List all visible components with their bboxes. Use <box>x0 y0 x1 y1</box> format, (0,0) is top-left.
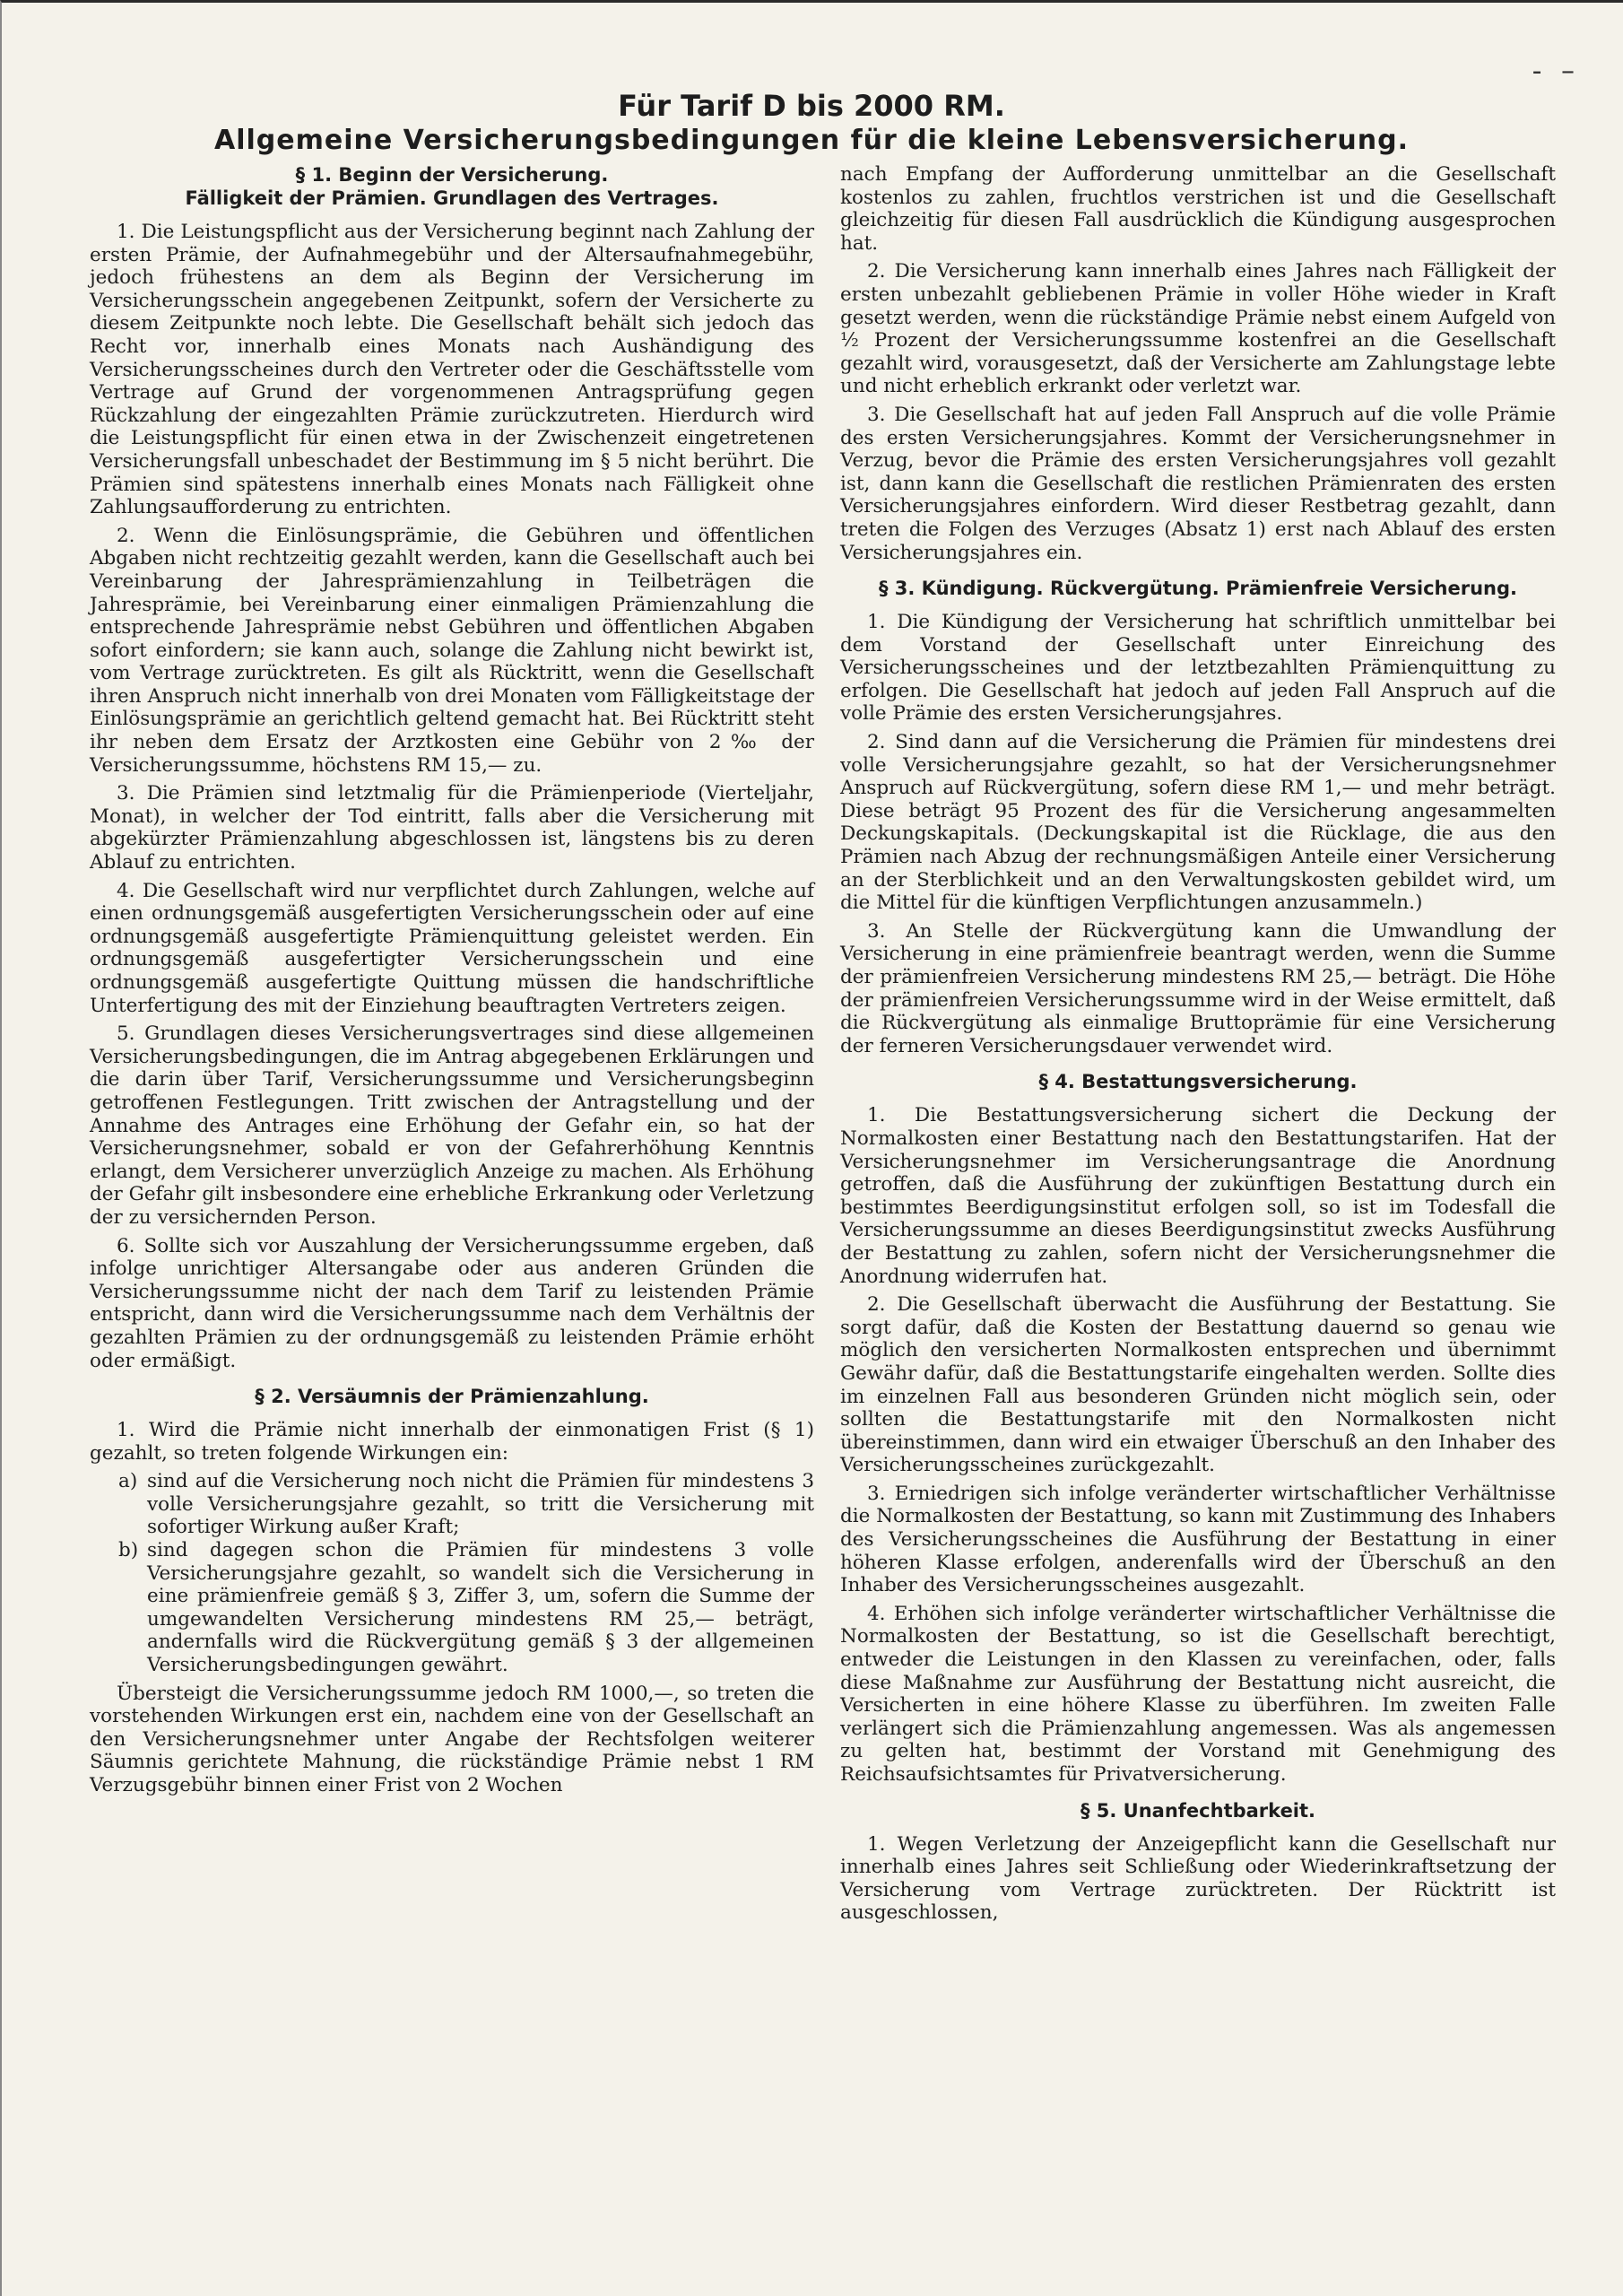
section-2-paragraph-2: Übersteigt die Versicherungssumme jedoch RM 1000,—, so treten die vorstehenden Wirkungen erst ein, nachdem eine von der Gesellschaft an den Versicherungsnehmer unter Angabe der Rechtsfolgen weiterer Säumnis gerichtete Mahnung, die rückständige Prämie nebst 1 RM Verzugsgebühr binnen einer Frist von 2 Wochen <box>90 1682 814 1796</box>
section-1-paragraph-6: 6. Sollte sich vor Auszahlung der Versicherungssumme ergeben, daß infolge unrichtiger Altersangabe oder aus anderen Gründen die Versicherungssumme nicht der nach dem Tarif zu leistenden Prämie entspricht, dann wird die Versicherungssumme nach dem Verhältnis der gezahlten Prämien zu der ordnungsgemäß zu leistenden Prämie erhöht oder ermäßigt. <box>90 1234 814 1372</box>
section-2-continuation: nach Empfang der Aufforderung unmittelbar an die Gesellschaft kostenlos zu zahlen, fruchtlos verstrichen ist und die Gesellschaft gleichzeitig für diesen Fall ausdrücklich die Kündigung ausgesprochen hat. <box>840 163 1556 255</box>
section-1-paragraph-3: 3. Die Prämien sind letztmalig für die Prämienperiode (Vierteljahr, Monat), in welcher der Tod eintritt, falls aber die Versicherung mit abgekürzter Prämienzahlung abgeschlossen ist, längstens bis zu deren Ablauf zu entrichten. <box>90 782 814 874</box>
section-2-paragraph-3: 2. Die Versicherung kann innerhalb eines Jahres nach Fälligkeit der ersten unbezahlt gebliebenen Prämie in voller Höhe wieder in Kraft gesetzt werden, wenn die rückständige Prämie nebst einem Aufgeld von ½ Prozent der Versicherungssumme kostenfrei an die Gesellschaft gezahlt wird, vorausgesetzt, daß der Versicherte am Zahlungstage lebte und nicht erheblich erkrankt oder verletzt war. <box>840 260 1556 398</box>
tariff-title: Für Tarif D bis 2000 RM. <box>618 89 1005 123</box>
document-header <box>0 88 1623 158</box>
section-4-title: § 4. Bestattungsversicherung. <box>1038 1071 1358 1093</box>
section-5-title: § 5. Unanfechtbarkeit. <box>1080 1799 1316 1822</box>
list-item-text: sind auf die Versicherung noch nicht die Prämien für mindestens 3 volle Versicherungsjahre gezahlt, so tritt die Versicherung mit sofortiger Wirkung außer Kraft; <box>147 1470 814 1539</box>
list-marker: b) <box>118 1539 139 1562</box>
right-column <box>840 163 1556 1930</box>
section-3-paragraph-2: 2. Sind dann auf die Versicherung die Prämien für mindestens drei volle Versicherungsjahre gezahlt, so hat der Versicherungsnehmer Anspruch auf Rückvergütung, sofern diese RM 1,— und mehr beträgt. Diese beträgt 95 Prozent des für die Versicherung angesammelten Deckungskapitals. (Deckungskapital ist die Rücklage, die aus den Prämien nach Abzug der rechnungsmäßigen Anteile einer Versicherung an der Sterblichkeit und an den Verwaltungskosten gebildet wird, um die Mittel für die künftigen Verpflichtungen anzusammeln.) <box>840 731 1556 915</box>
section-2-paragraph-4: 3. Die Gesellschaft hat auf jeden Fall Anspruch auf die volle Prämie des ersten Versicherungsjahres. Kommt der Versicherungsnehmer in Verzug, bevor die Prämie des ersten Versicherungsjahres voll gezahlt ist, dann kann die Gesellschaft die restlichen Prämienraten des ersten Versicherungsjahres einfordern. Wird dieser Restbetrag gezahlt, dann treten die Folgen des Verzuges (Absatz 1) erst nach Ablauf des ersten Versicherungsjahres ein. <box>840 403 1556 564</box>
section-1-paragraph-2: 2. Wenn die Einlösungsprämie, die Gebühren und öffentlichen Abgaben nicht rechtzeitig gezahlt werden, kann die Gesellschaft auch bei Vereinbarung der Jahresprämienzahlung in Teilbeträgen die Jahresprämie, bei Vereinbarung einer einmaligen Prämienzahlung die entsprechende Jahresprämie nebst Gebühren und öffentlichen Abgaben sofort einfordern; sie kann auch, solange die Zahlung nicht bewirkt ist, vom Vertrage zurücktreten. Es gilt als Rücktritt, wenn die Gesellschaft ihren Anspruch nicht innerhalb von drei Monaten vom Fälligkeitstage der Einlösungsprämie an gerichtlich geltend gemacht hat. Bei Rücktritt steht ihr neben dem Ersatz der Arztkosten eine Gebühr von 2‰ der Versicherungssumme, höchstens RM 15,— zu. <box>90 524 814 777</box>
list-item <box>118 1539 814 1677</box>
section-1-heading <box>90 163 814 210</box>
section-1-paragraph-1: 1. Die Leistungspflicht aus der Versicherung beginnt nach Zahlung der ersten Prämie, der Aufnahmegebühr und der Altersaufnahmegebühr, jedoch frühestens an dem als Beginn der Versicherung im Versicherungsschein angegebenen Zeitpunkt, sofern der Versicherte zu diesem Zeitpunkte noch lebte. Die Gesellschaft behält sich jedoch das Recht vor, innerhalb eines Monats nach Aushändigung des Versicherungsscheines durch den Vertreter oder die Geschäftsstelle vom Vertrage auf Grund der vorgenommenen Antragsprüfung gegen Rückzahlung der eingezahlten Prämie zurückzutreten. Hierdurch wird die Leistungspflicht für einen etwa in der Zwischenzeit eingetretenen Versicherungsfall unbeschadet der Bestimmung im § 5 nicht berührt. Die Prämien sind spätestens innerhalb eines Monats nach Fälligkeit ohne Zahlungsaufforderung zu entrichten. <box>90 221 814 519</box>
section-5-paragraph-1: 1. Wegen Verletzung der Anzeigepflicht kann die Gesellschaft nur innerhalb eines Jahres seit Schließung oder Wiederinkraftsetzung der Versicherung vom Vertrage zurücktreten. Der Rücktritt ist ausgeschlossen, <box>840 1832 1556 1925</box>
left-column <box>90 163 814 1803</box>
section-2-list <box>90 1470 814 1676</box>
list-marker: a) <box>118 1470 138 1493</box>
section-4-paragraph-2: 2. Die Gesellschaft überwacht die Ausführung der Bestattung. Sie sorgt dafür, daß die Kosten der Bestattung dauernd so genau wie möglich den versicherten Normalkosten entsprechen und übernimmt Gewähr dafür, daß die Bestattungstarife eingehalten werden. Sollte dies im einzelnen Fall aus besonderen Gründen nicht möglich sein, oder sollten die Bestattungstarife mit den Normalkosten nicht übereinstimmen, dann wird ein etwaiger Überschuß an den Inhaber des Versicherungsscheines zurückgezahlt. <box>840 1293 1556 1477</box>
document-subtitle: Allgemeine Versicherungsbedingungen für die kleine Lebensversicherung. <box>214 125 1409 156</box>
section-3-paragraph-3: 3. An Stelle der Rückvergütung kann die Umwandlung der Versicherung in eine prämienfreie beantragt werden, wenn die Summe der prämienfreien Versicherung mindestens RM 25,— beträgt. Die Höhe der prämienfreien Versicherungssumme wird in der Weise ermittelt, daß die Rückvergütung als einmalige Bruttoprämie für eine Versicherung der ferneren Versicherungsdauer verwendet wird. <box>840 919 1556 1057</box>
section-4-paragraph-3: 3. Erniedrigen sich infolge veränderter wirtschaftlicher Verhältnisse die Normalkosten der Bestattung, so kann mit Zustimmung des Inhabers des Versicherungsscheines die Ausführung der Bestattung in einer höheren Klasse erfolgen, anderenfalls wird der Überschuß an den Inhaber des Versicherungsscheines ausgezahlt. <box>840 1482 1556 1597</box>
list-item <box>118 1470 814 1539</box>
section-3-paragraph-1: 1. Die Kündigung der Versicherung hat schriftlich unmittelbar bei dem Vorstand der Gesellschaft unter Einreichung des Versicherungsscheines und der letztbezahlten Prämienquittung zu erfolgen. Die Gesellschaft hat jedoch auf jeden Fall Anspruch auf die volle Prämie des ersten Versicherungsjahres. <box>840 611 1556 726</box>
section-2-paragraph-1: 1. Wird die Prämie nicht innerhalb der einmonatigen Frist (§ 1) gezahlt, so treten folgende Wirkungen ein: <box>90 1419 814 1465</box>
section-4-paragraph-1: 1. Die Bestattungsversicherung sichert die Deckung der Normalkosten einer Bestattung nach den Bestattungstarifen. Hat der Versicherungsnehmer im Versicherungsantrage die Anordnung getroffen, daß die Ausführung der zukünftigen Bestattung durch ein bestimmtes Beerdigungsinstitut erfolgen soll, so ist im Todesfall die Versicherungssumme an dieses Beerdigungsinstitut zwecks Ausführung der Bestattung zu zahlen, sofern nicht der Versicherungsnehmer die Anordnung widerrufen hat. <box>840 1104 1556 1288</box>
section-1-subtitle: Fälligkeit der Prämien. Grundlagen des Vertrages. <box>185 187 719 209</box>
list-item-text: sind dagegen schon die Prämien für mindestens 3 volle Versicherungsjahre gezahlt, so wandelt sich die Versicherung in eine prämienfreie gemäß § 3, Ziffer 3, um, sofern die Summe der umgewandelten Versicherung mindestens RM 25,— beträgt, andernfalls wird die Rückvergütung gemäß § 3 der allgemeinen Versicherungsbedingungen gewährt. <box>147 1539 814 1677</box>
section-2-title: § 2. Versäumnis der Prämienzahlung. <box>255 1386 649 1408</box>
section-4-paragraph-4: 4. Erhöhen sich infolge veränderter wirtschaftlicher Verhältnisse die Normalkosten der Bestattung, so ist die Gesellschaft berechtigt, entweder die Leistungen in den Klassen zu vereinfachen, oder, falls diese Maßnahme zur Ausführung der Bestattung nicht ausreicht, die Versicherten in eine höhere Klasse zu überführen. Im zweiten Falle verlängert sich die Prämienzahlung angemessen. Was als angemessen zu gelten hat, bestimmt der Vorstand mit Genehmigung des Reichsaufsichtsamtes für Privatversicherung. <box>840 1602 1556 1786</box>
section-1-paragraph-5: 5. Grundlagen dieses Versicherungsvertrages sind diese allgemeinen Versicherungsbedingungen, die im Antrag abgegebenen Erklärungen und die darin über Tarif, Versicherungssumme und Versicherungsbeginn getroffenen Festlegungen. Tritt zwischen der Antragstellung und der Annahme des Antrages eine Erhöhung der Gefahr ein, so hat der Versicherungsnehmer, sobald er von der Gefahrerhöhung Kenntnis erlangt, dem Versicherer unverzüglich Anzeige zu machen. Als Erhöhung der Gefahr gilt insbesondere eine erhebliche Erkrankung oder Verletzung der zu versichernden Person. <box>90 1022 814 1229</box>
section-1-title: § 1. Beginn der Versicherung. <box>295 164 609 186</box>
corner-pen-mark: - – <box>1532 56 1580 87</box>
section-3-title: § 3. Kündigung. Rückvergütung. Prämienfreie Versicherung. <box>878 578 1518 600</box>
section-1-paragraph-4: 4. Die Gesellschaft wird nur verpflichtet durch Zahlungen, welche auf einen ordnungsgemäß ausgefertigten Versicherungsschein oder auf eine ordnungsgemäß ausgefertigte Prämienquittung geleistet werden. Ein ordnungsgemäß ausgefertigter Versicherungsschein und eine ordnungsgemäß ausgefertigte Quittung müssen die handschriftliche Unterfertigung des mit der Einziehung beauftragten Vertreters zeigen. <box>90 879 814 1017</box>
